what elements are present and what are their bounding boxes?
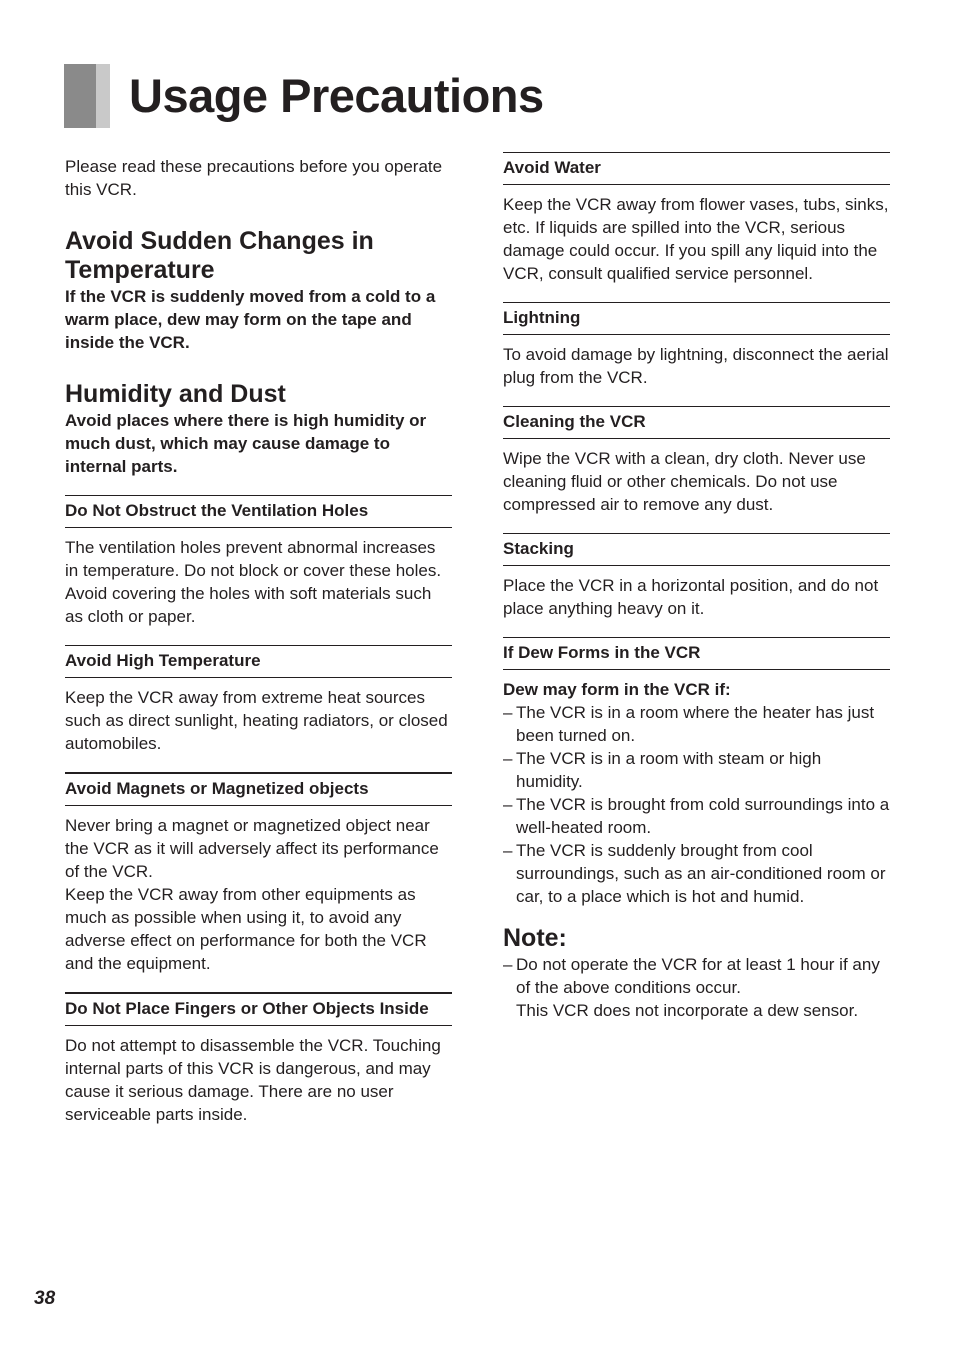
page-title: Usage Precautions	[129, 69, 544, 122]
cleaning-section	[503, 406, 890, 516]
list-item-text: The VCR is in a room where the heater has just been turned on.	[516, 703, 875, 745]
cleaning-heading: Cleaning the VCR	[503, 406, 890, 439]
title-bar-decoration	[64, 64, 96, 128]
magnets-body-1: Never bring a magnet or magnetized object near the VCR as it will adversely affect its performance of the VCR.	[65, 816, 439, 881]
page-number: 38	[34, 1288, 56, 1309]
humidity-heading: Humidity and Dust	[65, 380, 286, 408]
list-item	[503, 701, 890, 747]
fingers-section	[65, 992, 452, 1126]
stacking-heading: Stacking	[503, 533, 890, 566]
dew-conditions-list	[503, 701, 890, 908]
lightning-section	[503, 302, 890, 389]
lightning-body: To avoid damage by lightning, disconnect the aerial plug from the VCR.	[503, 345, 889, 387]
magnets-body-2: Keep the VCR away from other equipments as much as possible when using it, to avoid any adverse effect on performance for both the VCR and the equipment.	[65, 885, 427, 973]
magnets-section	[65, 772, 452, 975]
lightning-heading: Lightning	[503, 302, 890, 335]
dash-bullet: –	[503, 841, 513, 860]
list-item	[503, 747, 890, 793]
list-item-text: The VCR is suddenly brought from cool surroundings, such as an air-conditioned room or car, to a place which is hot and humid.	[516, 841, 886, 906]
title-bar-accent	[96, 64, 110, 128]
dash-bullet: –	[503, 795, 513, 814]
intro-text: Please read these precautions before you operate this VCR.	[65, 157, 443, 199]
note-line-2: This VCR does not incorporate a dew sensor.	[516, 1001, 859, 1020]
stacking-body: Place the VCR in a horizontal position, and do not place anything heavy on it.	[503, 576, 879, 618]
list-item	[503, 999, 890, 1022]
high-temp-heading: Avoid High Temperature	[65, 645, 452, 678]
ventilation-heading: Do Not Obstruct the Ventilation Holes	[65, 495, 452, 528]
dew-heading: If Dew Forms in the VCR	[503, 637, 890, 670]
list-item	[503, 953, 890, 999]
magnets-heading: Avoid Magnets or Magnetized objects	[65, 772, 452, 806]
high-temp-body: Keep the VCR away from extreme heat sources such as direct sunlight, heating radiators, or closed automobiles.	[65, 688, 448, 753]
high-temp-section	[65, 645, 452, 755]
list-item-text: The VCR is brought from cold surroundings into a well-heated room.	[516, 795, 890, 837]
fingers-body: Do not attempt to disassemble the VCR. Touching internal parts of this VCR is dangerous, and may cause it serious damage. There are no user serviceable parts inside.	[65, 1036, 441, 1124]
dew-lead: Dew may form in the VCR if:	[503, 680, 731, 699]
humidity-section	[65, 380, 452, 478]
note-heading: Note:	[503, 924, 567, 952]
note-list	[503, 953, 890, 1022]
right-column	[503, 152, 890, 1022]
dash-bullet: –	[503, 703, 513, 722]
list-item-text: The VCR is in a room with steam or high humidity.	[516, 749, 822, 791]
dash-bullet: –	[503, 749, 513, 768]
water-section	[503, 152, 890, 285]
water-body: Keep the VCR away from flower vases, tubs, sinks, etc. If liquids are spilled into the VCR, serious damage could occur. If you spill any liquid into the VCR, consult qualified service personnel.	[503, 195, 889, 283]
note-section	[503, 923, 890, 1022]
humidity-lead: Avoid places where there is high humidity or much dust, which may cause damage to internal parts.	[65, 411, 427, 476]
dash-bullet: –	[503, 955, 513, 974]
list-item	[503, 793, 890, 839]
fingers-heading: Do Not Place Fingers or Other Objects Inside	[65, 992, 452, 1026]
temperature-lead: If the VCR is suddenly moved from a cold to a warm place, dew may form on the tape and inside the VCR.	[65, 287, 436, 352]
note-line-1: Do not operate the VCR for at least 1 hour if any of the above conditions occur.	[516, 955, 880, 997]
stacking-section	[503, 533, 890, 620]
ventilation-section	[65, 495, 452, 628]
ventilation-body: The ventilation holes prevent abnormal increases in temperature. Do not block or cover these holes. Avoid covering the holes with soft materials such as cloth or paper.	[65, 538, 442, 626]
water-heading: Avoid Water	[503, 152, 890, 185]
cleaning-body: Wipe the VCR with a clean, dry cloth. Never use cleaning fluid or other chemicals. Do not use compressed air to remove any dust.	[503, 449, 866, 514]
list-item	[503, 839, 890, 908]
left-column	[65, 152, 452, 1143]
temperature-section	[65, 227, 452, 354]
temperature-heading: Avoid Sudden Changes in Temperature	[65, 227, 374, 284]
dew-section	[503, 637, 890, 908]
